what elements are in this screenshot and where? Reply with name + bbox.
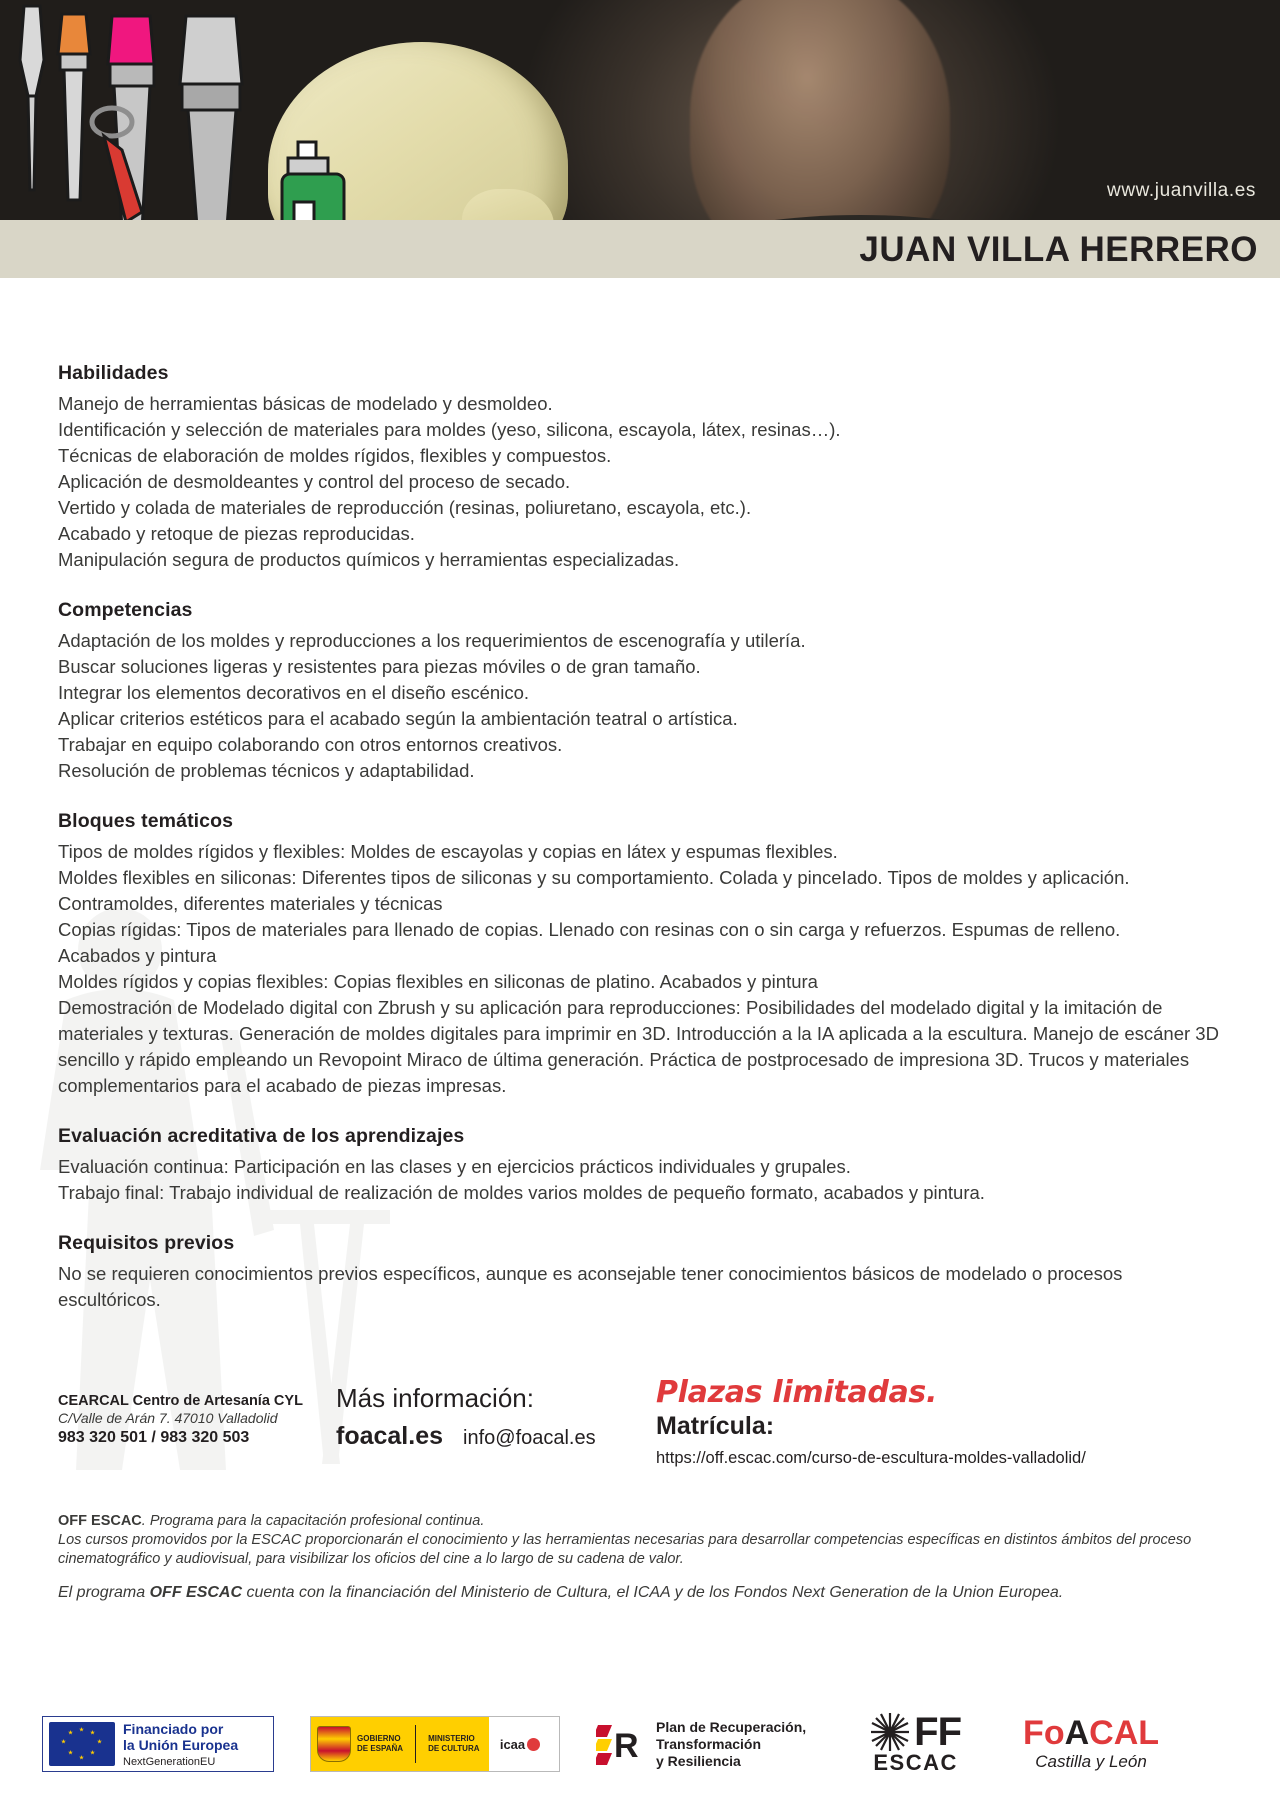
section-line: Manipulación segura de productos químicos y herramientas especializadas.: [58, 549, 680, 570]
course-description: [0, 352, 1280, 1313]
section-line: Resolución de problemas técnicos y adaptabilidad.: [58, 760, 475, 781]
section-line: Identificación y selección de materiales para moldes (yeso, silicona, escayola, látex, resinas…).: [58, 419, 841, 440]
section-line: Trabajo final: Trabajo individual de realización de moldes varios moldes de pequeño formato, acabados y pintura.: [58, 1182, 985, 1203]
prtr-mark-icon: [596, 1721, 646, 1767]
foacal-region-label: Castilla y León: [1035, 1752, 1147, 1771]
limited-places-badge: Plazas limitadas.: [656, 1375, 938, 1410]
icaa-logo: [489, 1717, 551, 1771]
foacal-wordmark: [1023, 1716, 1159, 1750]
venue-name: CEARCAL Centro de Artesanía CYL: [58, 1393, 303, 1409]
section-line: Moldes rígidos y copias flexibles: Copias flexibles en siliconas de platino. Acabados y pintura: [58, 971, 818, 992]
footnote-line-3-pre: El programa: [58, 1584, 150, 1601]
sculpting-knife-icon: [20, 6, 44, 96]
section-line: No se requieren conocimientos previos específicos, aunque es aconsejable tener conocimientos básicos de modelado o procesos escultóricos.: [58, 1263, 1123, 1310]
more-info-label: Más información:: [336, 1383, 534, 1413]
ministerio-line-1: MINISTERIO: [428, 1734, 475, 1743]
section-bloques-tematicos: [58, 810, 1222, 1099]
section-title: Evaluación acreditativa de los aprendizajes: [58, 1125, 465, 1147]
gobierno-line-2: DE ESPAÑA: [357, 1744, 404, 1753]
eu-logo-line-2: la Unión Europea: [123, 1736, 239, 1753]
eu-logo-line-3: NextGenerationEU: [123, 1755, 216, 1768]
footnote-program-name: OFF ESCAC: [58, 1513, 142, 1529]
section-evaluacion: [58, 1125, 1222, 1206]
section-line: Manejo de herramientas básicas de modelado y desmoldeo.: [58, 393, 553, 414]
foacal-logo: [1023, 1716, 1159, 1772]
section-requisitos: [58, 1232, 1222, 1313]
foacal-website-link[interactable]: foacal.es: [336, 1422, 444, 1450]
spain-coat-of-arms-icon: [317, 1726, 351, 1762]
venue-phones: 983 320 501 / 983 320 503: [58, 1429, 250, 1446]
foacal-cal: CAL: [1089, 1714, 1160, 1752]
venue-address: C/Valle de Arán 7. 47010 Valladolid: [58, 1410, 278, 1426]
section-line: Acabado y retoque de piezas reproducidas.: [58, 523, 415, 544]
gobierno-ministerio-logo: [310, 1716, 560, 1772]
divider: [415, 1725, 416, 1763]
section-line: Técnicas de elaboración de moldes rígidos, flexibles y compuestos.: [58, 445, 612, 466]
gobierno-line-1: GOBIERNO: [357, 1734, 401, 1743]
sunburst-icon: [870, 1712, 910, 1752]
escac-wordmark: ESCAC: [873, 1750, 958, 1775]
section-line: Contramoldes, diferentes materiales y técnicas: [58, 893, 443, 914]
section-line: Buscar soluciones ligeras y resistentes para piezas móviles o de gran tamaño.: [58, 656, 701, 677]
eu-flag-icon: [49, 1722, 115, 1766]
section-competencias: [58, 599, 1222, 784]
prtr-line-2: Transformación: [656, 1735, 762, 1752]
section-line: Tipos de moldes rígidos y flexibles: Moldes de escayolas y copias en látex y espumas flexibles.: [58, 841, 838, 862]
contact-strip: [0, 1375, 1280, 1468]
prtr-logo: [596, 1719, 806, 1770]
enrollment-info: [656, 1375, 1222, 1468]
page-title: JUAN VILLA HERRERO: [859, 230, 1258, 269]
hero-website[interactable]: www.juanvilla.es: [1107, 180, 1256, 201]
hero-band-left: [0, 220, 690, 278]
section-line: Vertido y colada de materiales de reproducción (resinas, poliuretano, escayola, etc.).: [58, 497, 752, 518]
funding-logo-bar: [0, 1696, 1280, 1792]
section-line: Adaptación de los moldes y reproducciones a los requerimientos de escenografía y utilería.: [58, 630, 806, 651]
section-title: Requisitos previos: [58, 1232, 235, 1254]
section-line: Acabados y pintura: [58, 945, 217, 966]
section-habilidades: [58, 362, 1222, 573]
footnote-line-3-bold: OFF ESCAC: [149, 1584, 243, 1601]
contact-email-link[interactable]: info@foacal.es: [463, 1427, 596, 1449]
more-info: [336, 1375, 656, 1451]
section-line: Moldes flexibles en siliconas: Diferentes tipos de siliconas y su comportamiento. Colada y pinceIado. Tipos de moldes y aplicación.: [58, 867, 1130, 888]
section-line: Integrar los elementos decorativos en el diseño escénico.: [58, 682, 529, 703]
hero-bottom-spacer: [0, 278, 1280, 352]
prtr-line-3: y Resiliencia: [656, 1752, 741, 1769]
section-line: Trabajar en equipo colaborando con otros entornos creativos.: [58, 734, 563, 755]
section-title: Habilidades: [58, 362, 169, 384]
ministerio-line-2: DE CULTURA: [428, 1744, 480, 1753]
footnote-line-3: [58, 1583, 1222, 1602]
enroll-url-link[interactable]: https://off.escac.com/curso-de-escultura-moldes-valladolid/: [656, 1449, 1086, 1467]
enroll-label: Matrícula:: [656, 1412, 775, 1440]
prtr-line-1: Plan de Recuperación,: [656, 1718, 807, 1735]
off-escac-logo: [870, 1712, 961, 1776]
eu-logo-line-1: Financiado por: [123, 1720, 224, 1737]
footnote-line-1: [58, 1512, 1222, 1531]
svg-text:R: R: [614, 1727, 639, 1765]
section-line: Aplicar criterios estéticos para el acabado según la ambientación teatral o artística.: [58, 708, 738, 729]
footnote-line-1-rest: . Programa para la capacitación profesional continua.: [141, 1513, 485, 1529]
section-title: Competencias: [58, 599, 193, 621]
foacal-a: A: [1064, 1714, 1090, 1752]
hero-banner: [0, 0, 1280, 352]
eu-funding-logo: [42, 1716, 274, 1772]
footnote-line-2: Los cursos promovidos por la ESCAC proporcionarán el conocimiento y las herramientas necesarias para desarrollar competencias específicas en distintos ámbitos del proceso cinematográfico y audiovisual, para visibilizar los oficios del cine a lo largo de su cadena de valor.: [58, 1532, 1192, 1567]
icaa-dot-icon: [527, 1738, 540, 1751]
footnotes: [0, 1512, 1280, 1602]
section-line: Copias rígidas: Tipos de materiales para llenado de copias. Llenado con resinas con o sin carga y refuerzos. Espumas de relleno.: [58, 919, 1121, 940]
section-line: Evaluación continua: Participación en las clases y en ejercicios prácticos individuales y grupales.: [58, 1156, 851, 1177]
icaa-label: icaa: [499, 1736, 526, 1752]
ff-wordmark: FF: [914, 1710, 962, 1754]
venue-info: [58, 1375, 336, 1447]
footnote-line-3-post: cuenta con la financiación del Ministerio de Cultura, el ICAA y de los Fondos Next Generation de la Union Europea.: [242, 1584, 1064, 1601]
section-title: Bloques temáticos: [58, 810, 234, 832]
section-line: Aplicación de desmoldeantes y control del proceso de secado.: [58, 471, 571, 492]
foacal-fo: Fo: [1023, 1714, 1065, 1752]
section-line: Demostración de Modelado digital con Zbrush y su aplicación para reproducciones: Posibilidades del modelado digital y la imitación de materiales y texturas. Generación de moldes digitales para imprimir en 3D. Introducción a la IA aplicada a la escultura. Manejo de escáner 3D sencillo y rápido empleando un Revopoint Miraco de última generación. Práctica de postprocesado de impresiona 3D. Trucos y materiales complementarios para el acabado de piezas impresas.: [58, 997, 1219, 1096]
